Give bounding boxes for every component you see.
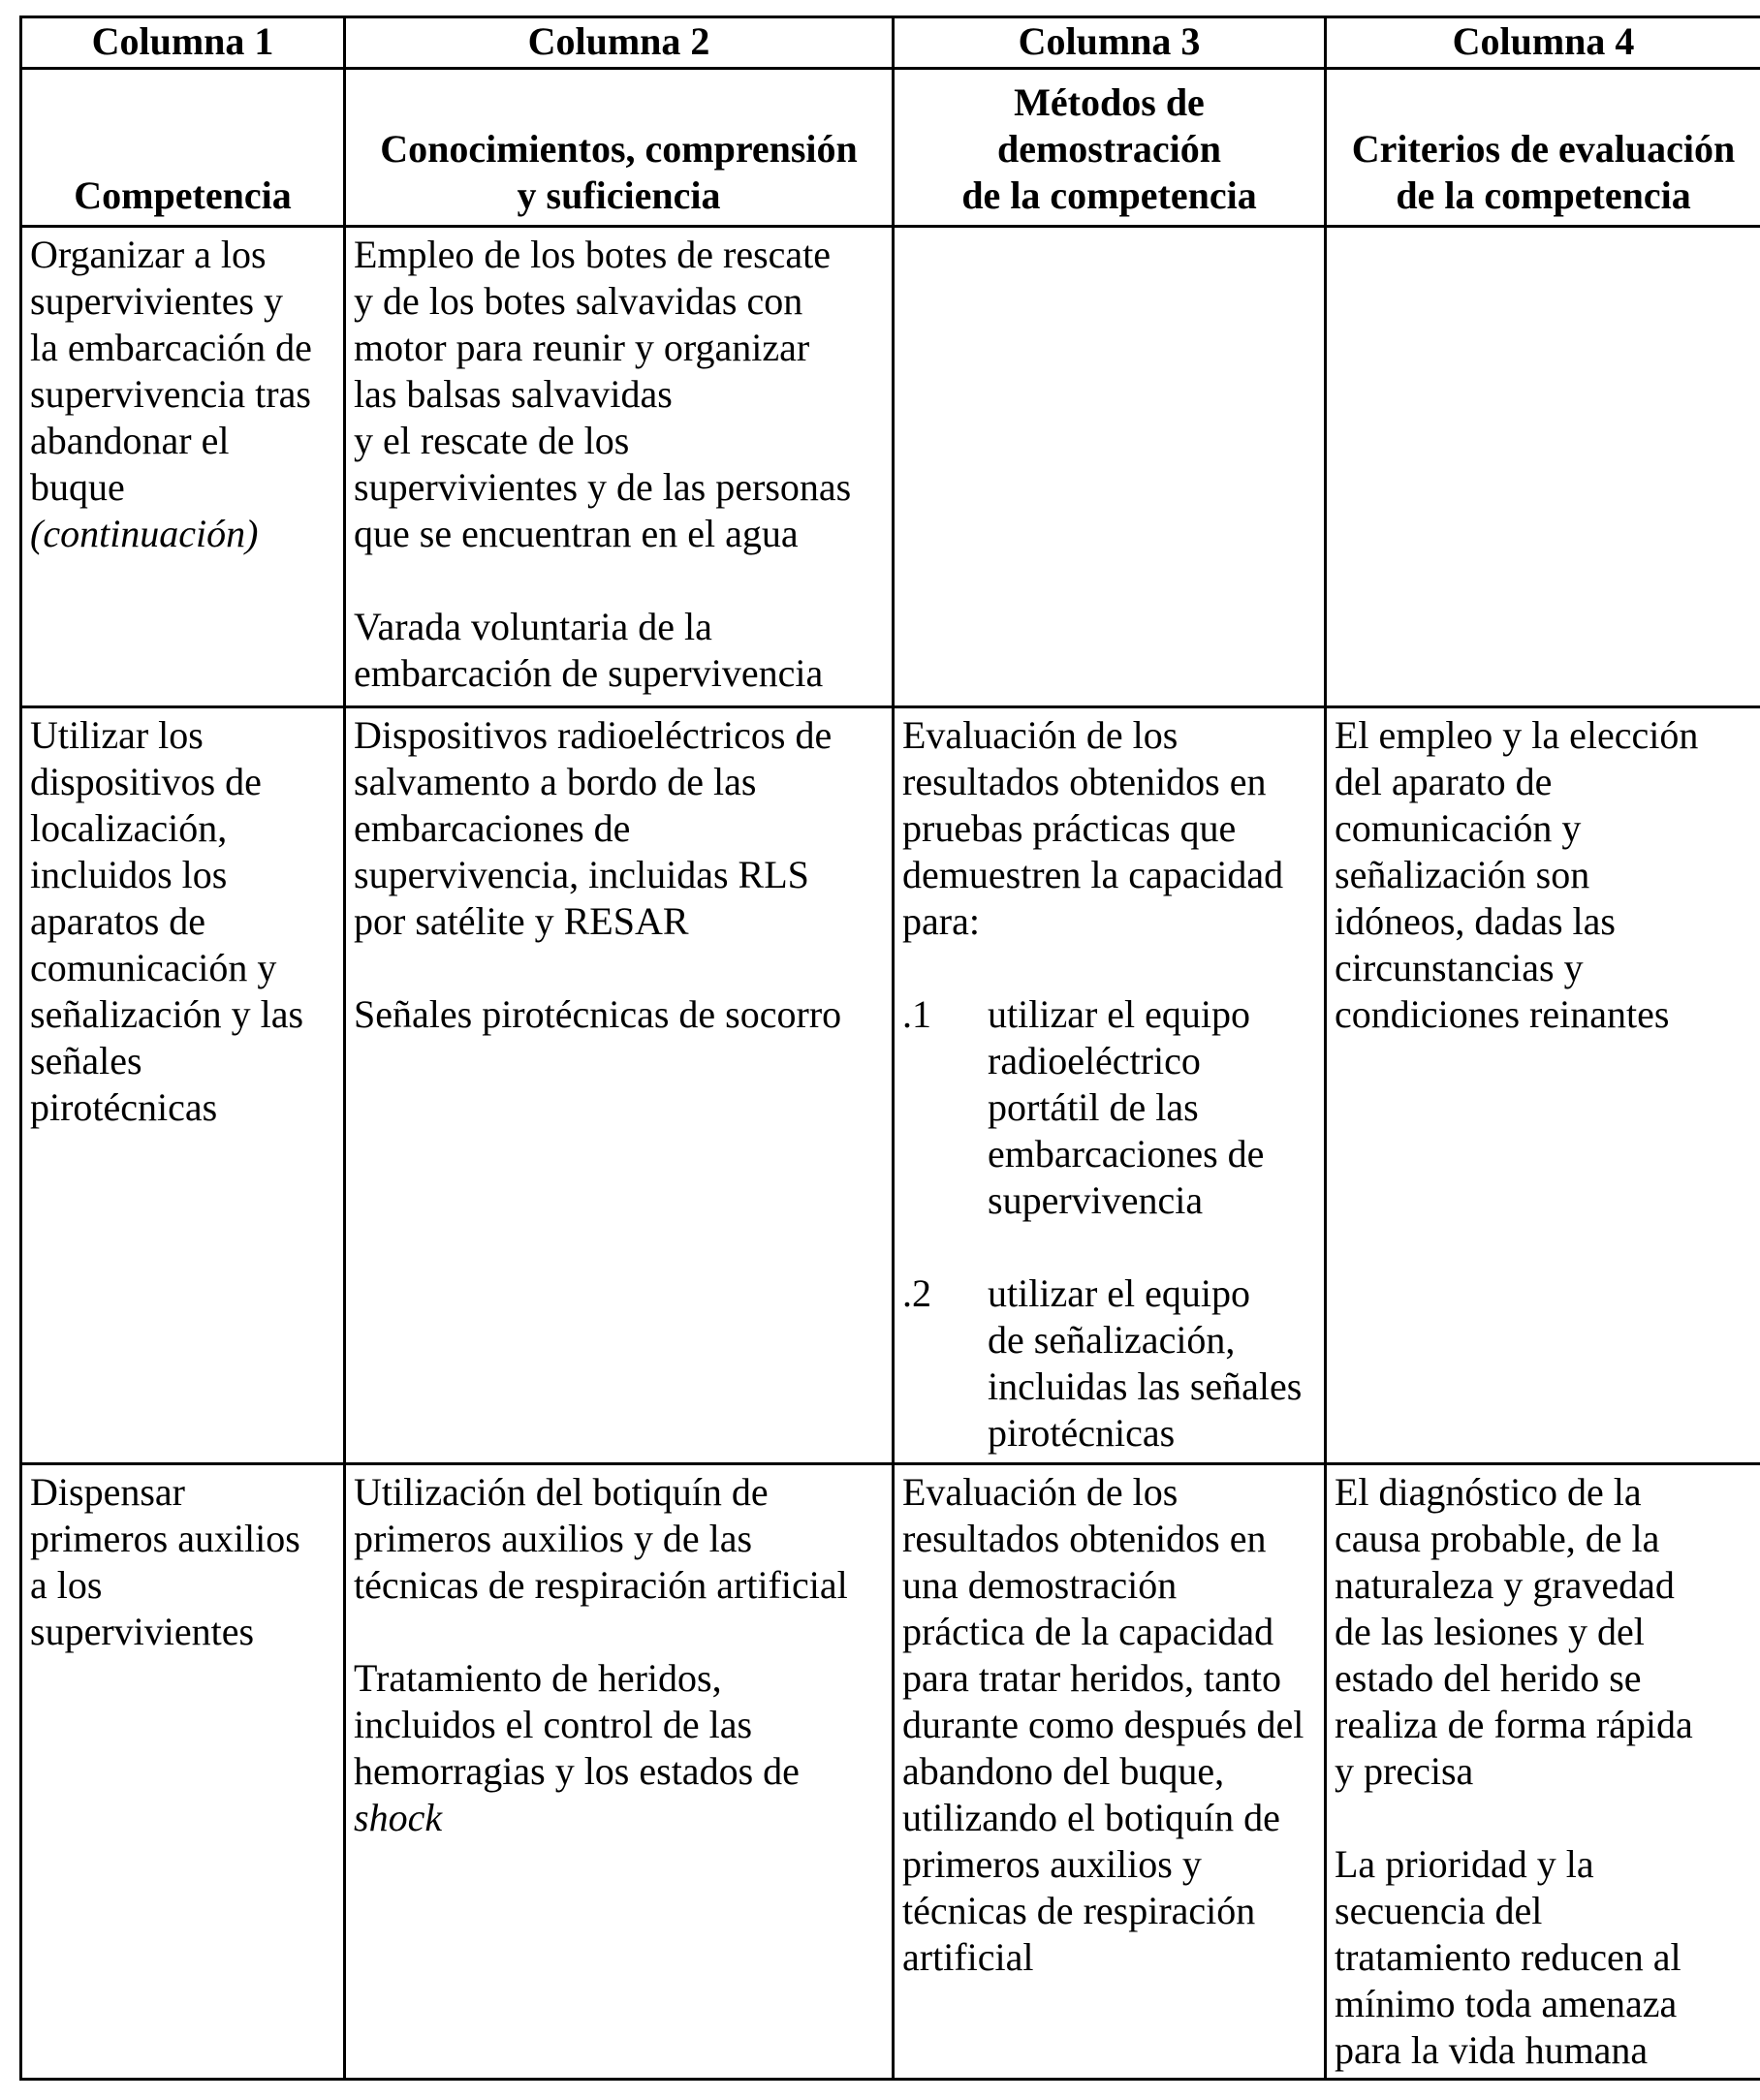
cell-criterios bbox=[1326, 227, 1760, 707]
paragraph: Utilización del botiquín de primeros auxilios y de las técnicas de respiración artificial bbox=[354, 1470, 848, 1607]
competence-table bbox=[19, 16, 1760, 2081]
table-row bbox=[21, 227, 1760, 707]
cell-metodos bbox=[894, 707, 1326, 1464]
column-number-4: Columna 4 bbox=[1326, 17, 1760, 69]
list-item: .1 utilizar el equipo radioeléctrico portátil de las embarcaciones de supervivencia bbox=[902, 992, 1265, 1222]
cell-conocimientos bbox=[345, 227, 894, 707]
header-criterios: Criterios de evaluación de la competencia bbox=[1326, 69, 1760, 227]
header-metodos: Métodos de demostración de la competencia bbox=[894, 69, 1326, 227]
paragraph: El diagnóstico de la causa probable, de la naturaleza y gravedad de las lesiones y del estado del herido se realiza de forma rápida y precisa bbox=[1335, 1470, 1693, 1793]
column-number-3: Columna 3 bbox=[894, 17, 1326, 69]
column-number-row bbox=[21, 17, 1760, 69]
header-competencia: Competencia bbox=[21, 69, 345, 227]
item-number: .2 bbox=[902, 1271, 931, 1315]
paragraph: El empleo y la elección del aparato de comunicación y señalización son idóneos, dadas las circunstancias y condiciones reinantes bbox=[1335, 713, 1699, 1036]
list-item: .2 utilizar el equipo de señalización, incluidas las señales pirotécnicas bbox=[902, 1271, 1303, 1455]
paragraph: Varada voluntaria de la embarcación de supervivencia bbox=[354, 605, 824, 695]
cell-criterios bbox=[1326, 1464, 1760, 2080]
continuation-note: (continuación) bbox=[30, 512, 259, 555]
table-row bbox=[21, 1464, 1760, 2080]
paragraph: La prioridad y la secuencia del tratamiento reducen al mínimo toda amenaza para la vida humana bbox=[1335, 1842, 1681, 2072]
cell-metodos bbox=[894, 1464, 1326, 2080]
paragraph: Evaluación de los resultados obtenidos en una demostración práctica de la capacidad para tratar heridos, tanto durante como después del abandono del buque, utilizando el botiquín de primeros auxilios y técnicas de respiración artificial bbox=[902, 1470, 1304, 1979]
cell-criterios bbox=[1326, 707, 1760, 1464]
column-number-1: Columna 1 bbox=[21, 17, 345, 69]
cell-conocimientos bbox=[345, 1464, 894, 2080]
italic-term: shock bbox=[354, 1796, 443, 1839]
cell-competencia: Dispensar primeros auxilios a los supervivientes bbox=[21, 1464, 345, 2080]
header-row bbox=[21, 69, 1760, 227]
paragraph: Evaluación de los resultados obtenidos en pruebas prácticas que demuestren la capacidad para: bbox=[902, 713, 1284, 943]
paragraph: Dispositivos radioeléctricos de salvamento a bordo de las embarcaciones de supervivencia, incluidas RLS por satélite y RESAR bbox=[354, 713, 833, 943]
paragraph: Empleo de los botes de rescate y de los botes salvavidas con motor para reunir y organizar las balsas salvavidas y el rescate de los supervivientes y de las personas que se encuentran en el agua bbox=[354, 233, 852, 555]
table-row bbox=[21, 707, 1760, 1464]
header-conocimientos: Conocimientos, comprensión y suficiencia bbox=[345, 69, 894, 227]
cell-competencia: Organizar a los supervivientes y la embarcación de supervivencia tras abandonar el buque (continuación) bbox=[21, 227, 345, 707]
cell-competencia: Utilizar los dispositivos de localización, incluidos los aparatos de comunicación y señalización y las señales pirotécnicas bbox=[21, 707, 345, 1464]
paragraph: Tratamiento de heridos, incluidos el control de las hemorragias y los estados de shock bbox=[354, 1655, 884, 1841]
cell-metodos bbox=[894, 227, 1326, 707]
item-number: .1 bbox=[902, 992, 931, 1036]
cell-conocimientos bbox=[345, 707, 894, 1464]
paragraph: Señales pirotécnicas de socorro bbox=[354, 992, 842, 1036]
column-number-2: Columna 2 bbox=[345, 17, 894, 69]
